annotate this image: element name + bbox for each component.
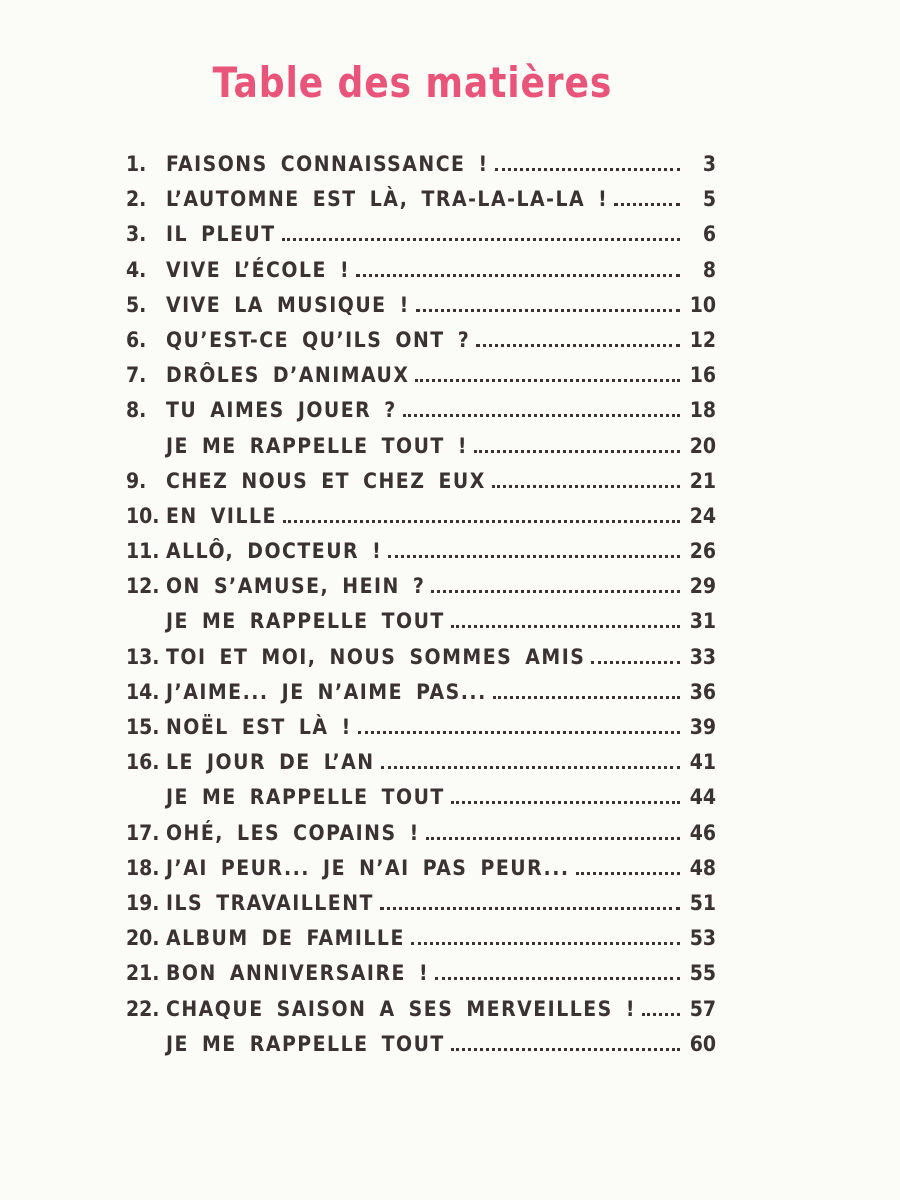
entry-page-number: 26	[689, 539, 716, 564]
dot-leader	[451, 609, 680, 628]
dot-leader	[614, 187, 680, 206]
toc-entry	[126, 434, 716, 469]
dot-leader	[642, 997, 680, 1016]
toc-entry	[126, 891, 716, 926]
entry-page-number: 16	[689, 363, 716, 388]
toc-entry	[126, 222, 716, 257]
entry-page-number: 8	[702, 257, 716, 282]
dot-leader	[476, 328, 680, 347]
entry-number: 3.	[126, 222, 147, 247]
entry-number: 8.	[126, 398, 147, 423]
entry-title: ALLÔ, DOCTEUR !	[166, 539, 383, 564]
entry-page-number: 46	[689, 820, 716, 845]
entry-number: 20.	[126, 926, 160, 951]
entry-title: J’AIME... JE N’AIME PAS...	[166, 679, 487, 704]
entry-page-number: 41	[689, 750, 716, 775]
entry-number: 9.	[126, 468, 147, 493]
toc-entry	[126, 785, 716, 820]
entry-title: BON ANNIVERSAIRE !	[166, 961, 430, 986]
toc-entry	[126, 926, 716, 961]
entry-page-number: 24	[689, 503, 716, 528]
entry-number: 17.	[126, 820, 160, 845]
toc-entry	[126, 1032, 716, 1067]
dot-leader	[493, 680, 680, 699]
entry-title: JE ME RAPPELLE TOUT	[166, 1031, 445, 1056]
entry-number: 12.	[126, 574, 160, 599]
entry-page-number: 3	[702, 152, 716, 176]
entry-title: JE ME RAPPELLE TOUT	[166, 609, 445, 634]
toc-entry	[126, 363, 716, 398]
dot-leader	[282, 222, 680, 241]
entry-number: 2.	[126, 187, 147, 212]
entry-page-number: 39	[689, 715, 716, 739]
toc-entry	[126, 609, 716, 644]
entry-title: JE ME RAPPELLE TOUT !	[166, 433, 468, 458]
entry-number: 1.	[126, 152, 147, 176]
entry-page-number: 6	[702, 222, 716, 247]
dot-leader	[283, 504, 680, 523]
entry-title: ALBUM DE FAMILLE	[166, 926, 405, 951]
toc-entry	[126, 574, 716, 609]
entry-number: 7.	[126, 363, 147, 388]
entry-title: OHÉ, LES COPAINS !	[166, 820, 420, 845]
entry-page-number: 10	[689, 292, 716, 317]
entry-number: 10.	[126, 503, 160, 528]
entry-page-number: 48	[689, 855, 716, 880]
entry-title: L’AUTOMNE EST LÀ, TRA-LA-LA-LA !	[166, 187, 609, 212]
entry-title: CHEZ NOUS ET CHEZ EUX	[166, 468, 486, 493]
entry-page-number: 20	[689, 433, 716, 458]
dot-leader	[356, 258, 680, 277]
dot-leader	[576, 856, 680, 875]
toc-entry	[126, 715, 716, 750]
dot-leader	[451, 1032, 680, 1051]
dot-leader	[416, 293, 680, 312]
entry-page-number: 31	[689, 609, 716, 634]
toc-entry	[126, 504, 716, 539]
entry-number: 5.	[126, 292, 147, 317]
toc-entry	[126, 821, 716, 856]
entry-page-number: 44	[689, 785, 716, 810]
entry-number: 21.	[126, 961, 160, 986]
toc-entry	[126, 398, 716, 433]
toc-entry	[126, 997, 716, 1032]
entry-page-number: 33	[689, 644, 716, 669]
entry-page-number: 53	[689, 926, 716, 951]
entry-title: FAISONS CONNAISSANCE !	[166, 152, 489, 176]
toc-entry	[126, 293, 716, 328]
entry-number: 11.	[126, 539, 160, 564]
entry-title: NOËL EST LÀ !	[166, 715, 352, 739]
toc-entry	[126, 961, 716, 996]
toc-entry	[126, 152, 716, 187]
entry-number: 13.	[126, 644, 160, 669]
entry-number: 4.	[126, 257, 147, 282]
entry-page-number: 57	[689, 996, 716, 1021]
toc-entry	[126, 539, 716, 574]
entry-title: EN VILLE	[166, 503, 277, 528]
entry-page-number: 51	[689, 890, 716, 915]
entry-title: DRÔLES D’ANIMAUX	[166, 363, 410, 388]
entry-number: 6.	[126, 327, 147, 352]
entry-page-number: 18	[689, 398, 716, 423]
toc-entry	[126, 750, 716, 785]
entry-page-number: 21	[689, 468, 716, 493]
entry-page-number: 12	[689, 327, 716, 352]
entry-title: ILS TRAVAILLENT	[166, 890, 374, 915]
dot-leader	[358, 715, 680, 734]
dot-leader	[495, 152, 680, 171]
entry-number: 22.	[126, 996, 160, 1021]
entry-number: 15.	[126, 715, 160, 739]
entry-title: VIVE LA MUSIQUE !	[166, 292, 410, 317]
page-title: Table des matières	[212, 58, 613, 107]
entry-number: 14.	[126, 679, 160, 704]
toc-entry	[126, 328, 716, 363]
dot-leader	[415, 363, 679, 382]
dot-leader	[426, 821, 680, 840]
toc-entry	[126, 187, 716, 222]
entry-title: VIVE L’ÉCOLE !	[166, 257, 351, 282]
toc-entry	[126, 469, 716, 504]
dot-leader	[411, 926, 680, 945]
entry-page-number: 5	[702, 187, 716, 212]
entry-title: TU AIMES JOUER ?	[166, 398, 397, 423]
entry-title: TOI ET MOI, NOUS SOMMES AMIS	[166, 644, 586, 669]
entry-title: J’AI PEUR... JE N’AI PAS PEUR...	[166, 855, 570, 880]
entry-number: 18.	[126, 855, 160, 880]
dot-leader	[451, 785, 680, 804]
dot-leader	[380, 891, 680, 910]
dot-leader	[591, 645, 679, 664]
dot-leader	[435, 961, 680, 980]
entry-title: CHAQUE SAISON A SES MERVEILLES !	[166, 996, 636, 1021]
entry-number: 19.	[126, 890, 160, 915]
dot-leader	[474, 434, 680, 453]
entry-title: IL PLEUT	[166, 222, 276, 247]
entry-page-number: 55	[689, 961, 716, 986]
entry-page-number: 29	[689, 574, 716, 599]
entry-title: JE ME RAPPELLE TOUT	[166, 785, 445, 810]
entry-page-number: 36	[689, 679, 716, 704]
entry-number: 16.	[126, 750, 160, 775]
toc-entry	[126, 645, 716, 680]
dot-leader	[431, 574, 679, 593]
toc-entry	[126, 856, 716, 891]
entry-title: ON S’AMUSE, HEIN ?	[166, 574, 426, 599]
dot-leader	[492, 469, 680, 488]
entry-page-number: 60	[689, 1031, 716, 1056]
toc-entry	[126, 258, 716, 293]
dot-leader	[381, 750, 680, 769]
table-of-contents	[126, 152, 716, 1067]
toc-entry	[126, 680, 716, 715]
dot-leader	[388, 539, 679, 558]
dot-leader	[403, 398, 680, 417]
entry-title: QU’EST-CE QU’ILS ONT ?	[166, 327, 471, 352]
entry-title: LE JOUR DE L’AN	[166, 750, 375, 775]
